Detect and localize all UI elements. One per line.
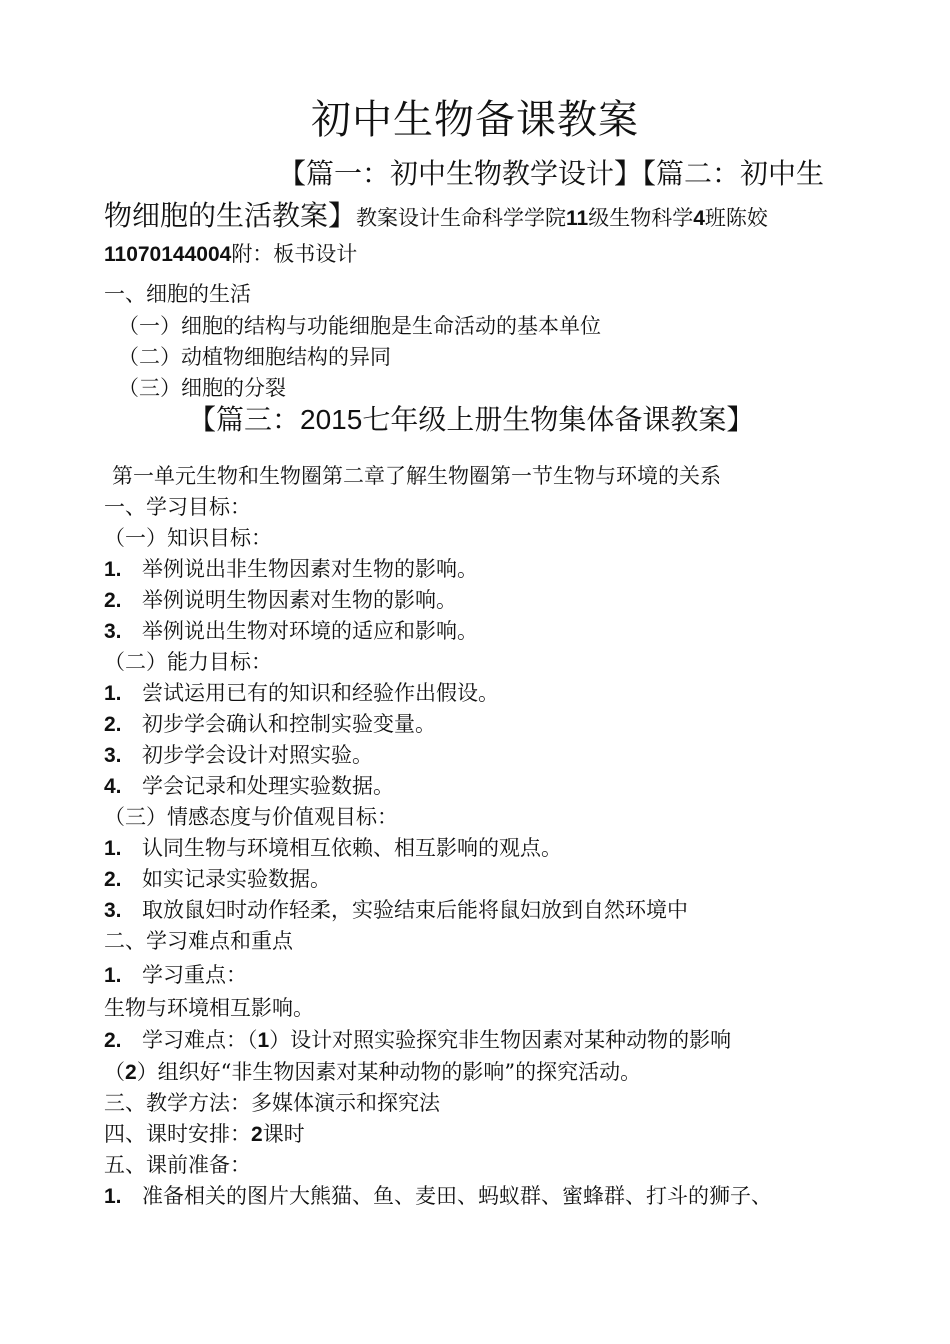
hard-line-2 [104,1058,641,1087]
item-text: 尝试运用已有的知识和经验作出假设。 [142,681,499,705]
list-item [104,772,394,801]
emotion-heading: （三）情感态度与价值观目标： [104,805,398,829]
item-number: 3. [104,620,122,643]
intro-line-1: 【篇一：初中生物教学设计】【篇二：初中生 [278,157,825,190]
knowledge-heading: （一）知识目标： [104,526,272,550]
list-item [104,679,499,708]
focus-label: 学习重点： [142,963,247,987]
hard-text-2: ）组织好“非生物因素对某种动物的影响”的探究活动。 [136,1060,642,1084]
list-item [104,896,688,925]
hard-line [104,1026,731,1055]
section-3-rest: 七年级上册生物集体备课教案】 [362,403,755,436]
item-number: 3. [104,744,122,767]
section-3-heading [188,402,754,438]
outline-item: （三）细胞的分裂 [118,376,286,400]
class-number: 4 [693,207,705,230]
hard-text-1: ）设计对照实验探究非生物因素对某种动物的影响 [269,1028,732,1052]
item-text: 如实记录实验数据。 [142,867,331,891]
item-number: 2. [104,1029,122,1052]
section-3-year: 2015 [300,404,363,435]
outline-item: （二）动植物细胞结构的异同 [118,345,391,369]
hard-label: 学习难点：（ [142,1028,258,1052]
list-item [104,586,457,615]
item-text: 准备相关的图片大熊猫、鱼、麦田、蚂蚁群、蜜蜂群、打斗的狮子、 [142,1184,772,1208]
list-item [104,865,331,894]
item-text: 认同生物与环境相互依赖、相互影响的观点。 [142,836,562,860]
item-number: 2. [104,713,122,736]
item-text: 举例说明生物因素对生物的影响。 [142,588,457,612]
difficulty-heading: 二、学习难点和重点 [104,929,293,953]
page-title: 初中生物备课教案 [311,97,639,143]
prep-heading: 五、课前准备： [104,1153,251,1177]
student-id: 11070144004 [104,243,232,266]
item-number: 2. [104,589,122,612]
focus-line [104,961,247,990]
schedule-number: 2 [251,1123,263,1146]
item-text: 取放鼠妇时动作轻柔，实验结束后能将鼠妇放到自然环境中 [142,898,688,922]
list-item [104,834,562,863]
intro-line-3-text: 附：板书设计 [231,242,358,266]
intro-line-2 [104,198,768,234]
grade-number: 11 [566,207,589,230]
intro-line-2-text-b: 级生物科学 [588,206,694,230]
prep-item [104,1182,772,1211]
intro-line-2-heading: 物细胞的生活教案】 [104,199,357,232]
item-text: 初步学会设计对照实验。 [142,743,373,767]
item-text: 学会记录和处理实验数据。 [142,774,394,798]
focus-text: 生物与环境相互影响。 [104,996,314,1020]
unit-line: 第一单元生物和生物圈第二章了解生物圈第一节生物与环境的关系 [112,464,721,488]
intro-line-2-text-a: 教案设计生命科学学院 [356,206,567,230]
item-number: 2. [104,868,122,891]
item-number: 1. [104,964,122,987]
hard-number-1: 1 [257,1029,270,1052]
intro-line-2-text-c: 班陈姣 [704,206,768,230]
item-text: 举例说出生物对环境的适应和影响。 [142,619,478,643]
ability-heading: （二）能力目标： [104,650,272,674]
item-number: 4. [104,775,122,798]
list-item [104,617,478,646]
hard-open: （ [104,1060,125,1084]
outline-item: （一）细胞的结构与功能细胞是生命活动的基本单位 [118,314,601,338]
list-item [104,710,436,739]
item-number: 1. [104,558,122,581]
schedule-line [104,1120,305,1149]
item-number: 1. [104,837,122,860]
item-number: 3. [104,899,122,922]
outline-heading: 一、细胞的生活 [104,282,251,306]
item-text: 举例说出非生物因素对生物的影响。 [142,557,478,581]
section-3-open: 【篇三： [188,403,301,436]
item-number: 1. [104,682,122,705]
method-line: 三、教学方法：多媒体演示和探究法 [104,1091,440,1115]
goals-heading: 一、学习目标： [104,495,251,519]
item-text: 初步学会确认和控制实验变量。 [142,712,436,736]
hard-number-2: 2 [125,1061,137,1084]
intro-line-3 [104,240,357,269]
schedule-unit: 课时 [262,1122,305,1146]
schedule-label: 四、课时安排： [104,1122,251,1146]
list-item [104,555,478,584]
list-item [104,741,373,770]
item-number: 1. [104,1185,122,1208]
